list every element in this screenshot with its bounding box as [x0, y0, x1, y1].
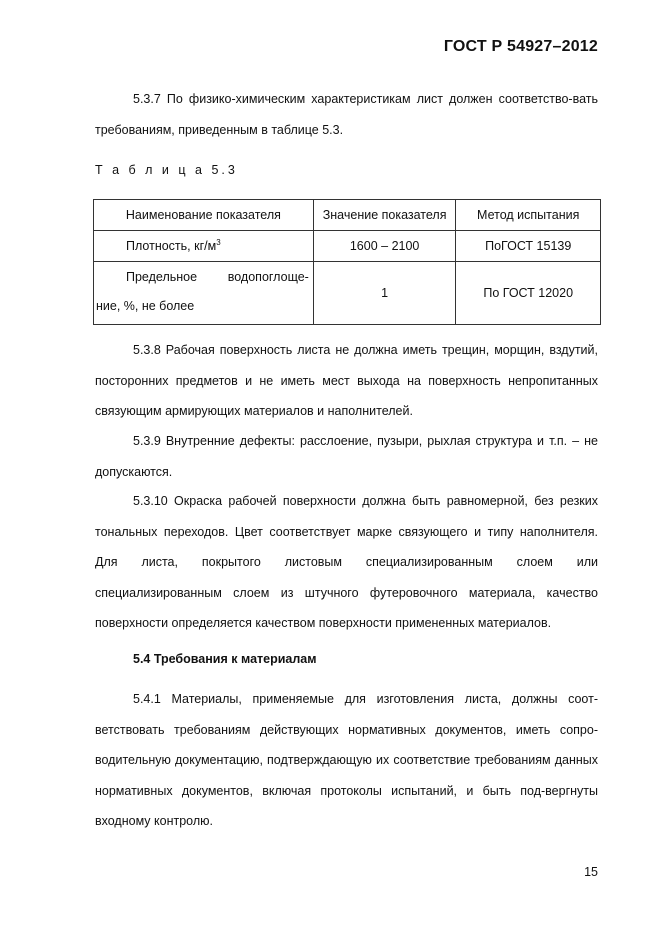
table-row	[94, 231, 601, 262]
absorption-label-part-2: водопоглоще-	[227, 270, 309, 284]
table-5-3	[93, 199, 601, 325]
paragraph-5-3-7: 5.3.7 По физико-химическим характеристикам лист должен соответство-вать требованиям, приведенным в таблице 5.3.	[95, 92, 598, 137]
table-cell-indicator	[94, 262, 314, 325]
page-number: 15	[584, 865, 598, 879]
table-cell-value: 1600 – 2100	[313, 231, 456, 262]
density-label: Плотность, кг/м	[126, 239, 217, 254]
absorption-label-line-1	[94, 262, 313, 292]
section-heading-5-4: 5.4 Требования к материалам	[133, 652, 317, 666]
table-cell-method: По ГОСТ 12020	[456, 262, 601, 325]
absorption-label-line-2: ние, %, не более	[96, 299, 195, 313]
table-header-method: Метод испытания	[456, 200, 601, 231]
table-header-indicator: Наименование показателя	[94, 200, 314, 231]
table-row	[94, 262, 601, 325]
paragraph-5-4-1: 5.4.1 Материалы, применяемые для изготовления листа, должны соот-ветствовать требованиям действующих нормативных документов, иметь сопро-водительную документацию, подтверждающую их соответствие требованиям данных нормативных документов, включая протоколы испытаний, и быть под-вергнуты входному контролю.	[95, 692, 598, 828]
document-code-header: ГОСТ Р 54927–2012	[443, 38, 598, 55]
paragraph-5-3-9: 5.3.9 Внутренние дефекты: расслоение, пузыри, рыхлая структура и т.п. – не допускаются.	[95, 434, 598, 479]
table-cell-value: 1	[313, 262, 456, 325]
paragraph-5-3-10: 5.3.10 Окраска рабочей поверхности должна быть равномерной, без резких тональных переходов. Цвет соответствует марке связующего и типу наполнителя. Для листа, покрытого листовым специализированным слоем или специализированным слоем из штучного футеровочного материала, качество поверхности определяется качеством поверхности примененных материалов.	[95, 494, 598, 630]
table-header-value: Значение показателя	[313, 200, 456, 231]
table-header-row	[94, 200, 601, 231]
table-cell-method: ПоГОСТ 15139	[456, 231, 601, 262]
absorption-label-part-1: Предельное	[126, 270, 198, 284]
paragraph-5-3-8: 5.3.8 Рабочая поверхность листа не должна иметь трещин, морщин, вздутий, посторонних предметов и не иметь мест выхода на поверхность непропитанных связующим армирующих материалов и наполнителей.	[95, 343, 598, 418]
table-caption: Т а б л и ц а 5.3	[95, 163, 238, 177]
table-cell-indicator	[94, 231, 314, 262]
density-unit-superscript: 3	[216, 238, 221, 248]
